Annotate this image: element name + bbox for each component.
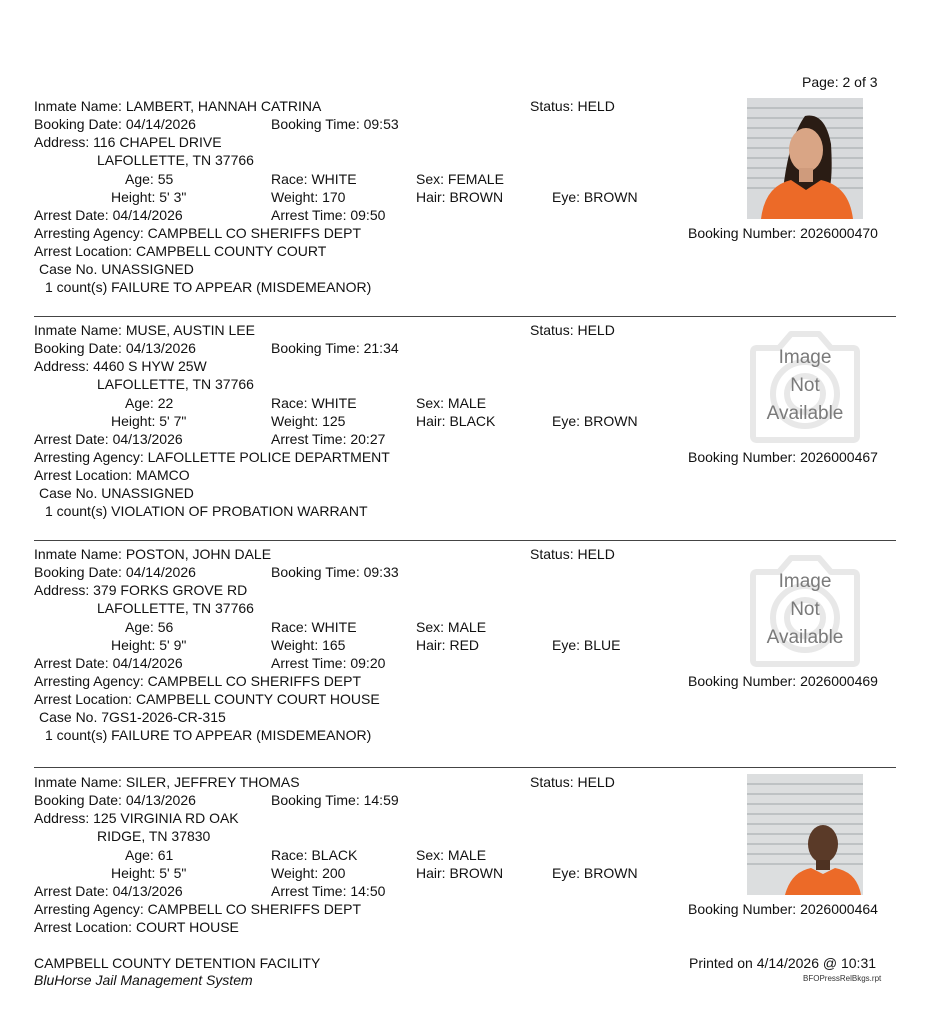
arresting-agency-line: Arresting Agency: CAMPBELL CO SHERIFFS DEPT [34,225,362,241]
arrest-date: 04/14/2026 [112,655,183,671]
sex-line: Sex: MALE [416,619,487,635]
height-line: Height: 5' 5" [111,865,187,881]
inmate-name-line: Inmate Name: SILER, JEFFREY THOMAS [34,774,300,790]
case-no-line: Case No. UNASSIGNED [39,261,194,277]
weight-line: Weight: 170 [271,189,346,205]
booking-time-line: Booking Time: 09:33 [271,564,399,580]
status-value: HELD [577,322,615,338]
status-line: Status: HELD [530,98,615,114]
arrest-time-line: Arrest Time: 09:50 [271,207,386,223]
weight: 125 [322,413,346,429]
arrest-location-line: Arrest Location: CAMPBELL COUNTY COURT HOUSE [34,691,380,707]
arrest-date-line: Arrest Date: 04/14/2026 [34,655,183,671]
image-na-line2: Not [790,375,820,396]
image-na-line1: Image [778,347,832,368]
arrest-location-line: Arrest Location: MAMCO [34,467,190,483]
booking-date: 04/14/2026 [125,564,196,580]
case-no: UNASSIGNED [101,485,194,501]
address-city: RIDGE, TN 37830 [97,828,211,844]
booking-number: 2026000470 [800,225,878,241]
booking-number: 2026000467 [800,449,878,465]
image-not-available-placeholder [749,328,861,446]
charge-line: 1 count(s) VIOLATION OF PROBATION WARRANT [45,503,368,519]
status-value: HELD [577,546,615,562]
address-line: Address: 116 CHAPEL DRIVE [34,134,222,150]
weight-line: Weight: 200 [271,865,346,881]
arresting-agency-line: Arresting Agency: LAFOLLETTE POLICE DEPARTMENT [34,449,390,465]
inmate-record-siler [0,774,929,944]
page-number: Page: 2 of 3 [802,74,878,90]
hair: BROWN [449,189,504,205]
charge-line: 1 count(s) FAILURE TO APPEAR (MISDEMEANOR) [45,279,372,295]
hair: RED [449,637,480,653]
height-line: Height: 5' 7" [111,413,187,429]
record-divider [34,767,896,768]
weight: 200 [322,865,346,881]
arresting-agency-line: Arresting Agency: CAMPBELL CO SHERIFFS DEPT [34,673,362,689]
booking-number-line: Booking Number: 2026000469 [688,673,878,689]
case-no-line: Case No. 7GS1-2026-CR-315 [39,709,226,725]
sex-line: Sex: MALE [416,395,487,411]
booking-number: 2026000464 [800,901,878,917]
height-line: Height: 5' 9" [111,637,187,653]
booking-date: 04/14/2026 [125,116,196,132]
arrest-location: MAMCO [135,467,190,483]
sex-line: Sex: FEMALE [416,171,504,187]
arrest-time-line: Arrest Time: 20:27 [271,431,386,447]
sex: MALE [447,395,487,411]
eye-line: Eye: BROWN [552,413,638,429]
arrest-time: 14:50 [350,883,386,899]
booking-date-line: Booking Date: 04/13/2026 [34,340,196,356]
weight-line: Weight: 125 [271,413,346,429]
race-line: Race: WHITE [271,619,357,635]
address-city: LAFOLLETTE, TN 37766 [97,376,254,392]
race: WHITE [311,395,357,411]
arrest-date-line: Arrest Date: 04/13/2026 [34,883,183,899]
arrest-time: 09:50 [350,207,386,223]
arrest-location-line: Arrest Location: CAMPBELL COUNTY COURT [34,243,327,259]
arresting-agency: CAMPBELL CO SHERIFFS DEPT [147,901,362,917]
address-line: Address: 379 FORKS GROVE RD [34,582,248,598]
record-divider [34,540,896,541]
arresting-agency: CAMPBELL CO SHERIFFS DEPT [147,225,362,241]
age: 56 [157,619,174,635]
address-street: 4460 S HYW 25W [93,358,207,374]
weight: 165 [322,637,346,653]
image-na-line3: Available [766,627,844,648]
status-line: Status: HELD [530,546,615,562]
image-na-line3: Available [766,403,844,424]
booking-time-line: Booking Time: 21:34 [271,340,399,356]
booking-date: 04/13/2026 [125,792,196,808]
race: WHITE [311,619,357,635]
height: 5' 5" [159,865,187,881]
booking-date-line: Booking Date: 04/13/2026 [34,792,196,808]
arrest-date: 04/13/2026 [112,431,183,447]
inmate-name: SILER, JEFFREY THOMAS [125,774,300,790]
mugshot-photo [747,774,863,895]
inmate-name: POSTON, JOHN DALE [125,546,272,562]
inmate-name: MUSE, AUSTIN LEE [125,322,255,338]
address-line: Address: 4460 S HYW 25W [34,358,207,374]
booking-date-line: Booking Date: 04/14/2026 [34,116,196,132]
arrest-location-line: Arrest Location: COURT HOUSE [34,919,239,935]
record-divider [34,316,896,317]
booking-number-line: Booking Number: 2026000467 [688,449,878,465]
weight: 170 [322,189,346,205]
arrest-time: 09:20 [350,655,386,671]
race-line: Race: BLACK [271,847,358,863]
age-line: Age: 56 [125,619,174,635]
booking-time: 21:34 [363,340,399,356]
eye: BROWN [583,865,638,881]
inmate-name-line: Inmate Name: LAMBERT, HANNAH CATRINA [34,98,322,114]
arrest-date-line: Arrest Date: 04/14/2026 [34,207,183,223]
arrest-time-line: Arrest Time: 09:20 [271,655,386,671]
arrest-location: CAMPBELL COUNTY COURT HOUSE [135,691,380,707]
arrest-date: 04/14/2026 [112,207,183,223]
height: 5' 9" [159,637,187,653]
status-line: Status: HELD [530,322,615,338]
image-na-line2: Not [790,599,820,620]
facility-name: CAMPBELL COUNTY DETENTION FACILITY [34,955,321,971]
booking-time-line: Booking Time: 14:59 [271,792,399,808]
eye: BLUE [583,637,621,653]
race: BLACK [311,847,358,863]
hair: BLACK [449,413,496,429]
race: WHITE [311,171,357,187]
inmate-name: LAMBERT, HANNAH CATRINA [125,98,322,114]
arrest-date: 04/13/2026 [112,883,183,899]
booking-number-line: Booking Number: 2026000470 [688,225,878,241]
hair-line: Hair: BLACK [416,413,496,429]
address-line: Address: 125 VIRGINIA RD OAK [34,810,239,826]
booking-time-line: Booking Time: 09:53 [271,116,399,132]
sex: MALE [447,619,487,635]
address-city: LAFOLLETTE, TN 37766 [97,152,254,168]
height: 5' 7" [159,413,187,429]
eye-line: Eye: BROWN [552,865,638,881]
address-street: 125 VIRGINIA RD OAK [93,810,239,826]
booking-date: 04/13/2026 [125,340,196,356]
sex-line: Sex: MALE [416,847,487,863]
system-name: BluHorse Jail Management System [34,972,253,988]
race-line: Race: WHITE [271,171,357,187]
booking-number-line: Booking Number: 2026000464 [688,901,878,917]
sex: MALE [447,847,487,863]
arresting-agency: LAFOLLETTE POLICE DEPARTMENT [147,449,390,465]
booking-time: 09:53 [363,116,399,132]
arrest-location: COURT HOUSE [135,919,239,935]
hair-line: Hair: BROWN [416,865,504,881]
eye: BROWN [583,413,638,429]
eye-line: Eye: BLUE [552,637,621,653]
inmate-record-poston [0,546,929,766]
booking-time: 14:59 [363,792,399,808]
image-not-available-placeholder [749,552,861,670]
height: 5' 3" [159,189,187,205]
booking-number: 2026000469 [800,673,878,689]
status-line: Status: HELD [530,774,615,790]
inmate-name-line: Inmate Name: POSTON, JOHN DALE [34,546,272,562]
booking-time: 09:33 [363,564,399,580]
eye-line: Eye: BROWN [552,189,638,205]
address-street: 379 FORKS GROVE RD [93,582,248,598]
hair-line: Hair: RED [416,637,480,653]
mugshot-photo [747,98,863,219]
weight-line: Weight: 165 [271,637,346,653]
status-value: HELD [577,774,615,790]
arresting-agency-line: Arresting Agency: CAMPBELL CO SHERIFFS DEPT [34,901,362,917]
age-line: Age: 55 [125,171,174,187]
age-line: Age: 22 [125,395,174,411]
sex: FEMALE [447,171,504,187]
case-no: 7GS1-2026-CR-315 [101,709,226,725]
arrest-date-line: Arrest Date: 04/13/2026 [34,431,183,447]
arrest-location: CAMPBELL COUNTY COURT [135,243,327,259]
image-na-line1: Image [778,571,832,592]
eye: BROWN [583,189,638,205]
printed-timestamp: Printed on 4/14/2026 @ 10:31 [689,955,877,971]
hair: BROWN [449,865,504,881]
address-city: LAFOLLETTE, TN 37766 [97,600,254,616]
inmate-record-muse [0,322,929,542]
inmate-name-line: Inmate Name: MUSE, AUSTIN LEE [34,322,255,338]
inmate-record-lambert [0,98,929,318]
booking-date-line: Booking Date: 04/14/2026 [34,564,196,580]
height-line: Height: 5' 3" [111,189,187,205]
age: 61 [157,847,174,863]
age-line: Age: 61 [125,847,174,863]
arrest-time-line: Arrest Time: 14:50 [271,883,386,899]
report-filename: BFOPressRelBkgs.rpt [803,974,882,983]
arresting-agency: CAMPBELL CO SHERIFFS DEPT [147,673,362,689]
age: 22 [157,395,174,411]
arrest-time: 20:27 [350,431,386,447]
case-no-line: Case No. UNASSIGNED [39,485,194,501]
status-value: HELD [577,98,615,114]
race-line: Race: WHITE [271,395,357,411]
address-street: 116 CHAPEL DRIVE [93,134,222,150]
age: 55 [157,171,174,187]
case-no: UNASSIGNED [101,261,194,277]
hair-line: Hair: BROWN [416,189,504,205]
charge-line: 1 count(s) FAILURE TO APPEAR (MISDEMEANOR) [45,727,372,743]
